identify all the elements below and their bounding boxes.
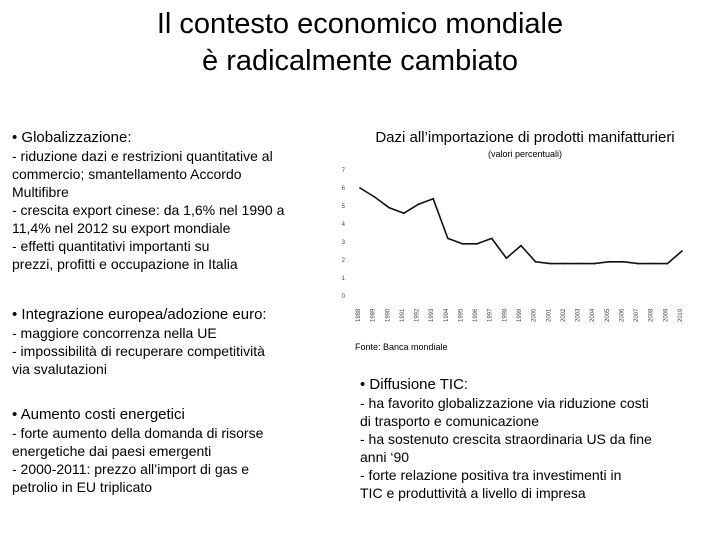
globalization-line: 11,4% nel 2012 su export mondiale bbox=[12, 220, 231, 236]
x-tick-label: 2000 bbox=[531, 308, 538, 322]
x-tick-label: 2004 bbox=[590, 308, 597, 322]
data-point bbox=[564, 263, 566, 265]
energy-costs-line: petrolio in EU triplicato bbox=[12, 479, 153, 495]
energy-costs-line: energetiche dai paesi emergenti bbox=[12, 443, 212, 459]
x-tick-label: 2005 bbox=[604, 308, 611, 322]
data-point bbox=[608, 261, 610, 263]
data-point bbox=[447, 238, 449, 240]
globalization-line: - riduzione dazi e restrizioni quantitative al bbox=[12, 148, 273, 164]
data-point bbox=[579, 263, 581, 265]
energy-costs-line: - 2000-2011: prezzo all’import di gas e bbox=[12, 461, 250, 477]
y-tick-label: 4 bbox=[341, 222, 345, 228]
globalization-line: prezzi, profitti e occupazione in Italia bbox=[12, 256, 238, 272]
x-tick-label: 1994 bbox=[443, 308, 450, 322]
data-point bbox=[418, 203, 420, 205]
globalization-heading: • Globalizzazione: bbox=[12, 129, 132, 146]
y-tick-label: 5 bbox=[341, 204, 345, 210]
data-point bbox=[623, 261, 625, 263]
x-tick-label: 1998 bbox=[502, 308, 509, 322]
series-line bbox=[360, 188, 682, 264]
chart-title: Dazi all’importazione di prodotti manifatturieri bbox=[375, 129, 675, 146]
x-tick-label: 1995 bbox=[458, 308, 465, 322]
data-point bbox=[681, 250, 683, 252]
globalization-line: - crescita export cinese: da 1,6% nel 1990 a bbox=[12, 202, 285, 218]
data-point bbox=[505, 257, 507, 259]
ict-line: di trasporto e comunicazione bbox=[360, 413, 539, 429]
x-tick-label: 2006 bbox=[619, 308, 626, 322]
data-point bbox=[535, 261, 537, 263]
x-tick-label: 1999 bbox=[517, 308, 523, 322]
globalization-line: Multifibre bbox=[12, 184, 69, 200]
data-point bbox=[403, 212, 405, 214]
eu-integration-block bbox=[12, 305, 337, 378]
ict-line: - ha favorito globalizzazione via riduzione costi bbox=[360, 395, 649, 411]
ict-heading: • Diffusione TIC: bbox=[360, 376, 469, 393]
data-point bbox=[374, 196, 376, 198]
data-point bbox=[388, 207, 390, 209]
energy-costs-block bbox=[12, 405, 337, 496]
data-point bbox=[432, 198, 434, 200]
x-tick-label: 1991 bbox=[399, 308, 406, 322]
energy-costs-line: - forte aumento della domanda di risorse bbox=[12, 425, 264, 441]
slide-title bbox=[0, 6, 720, 80]
y-tick-label: 2 bbox=[341, 258, 345, 264]
data-point bbox=[652, 263, 654, 265]
x-tick-label: 1993 bbox=[429, 308, 436, 322]
globalization-line: commercio; smantellamento Accordo bbox=[12, 166, 242, 182]
tariff-line-chart bbox=[335, 160, 695, 340]
x-tick-label: 2001 bbox=[546, 308, 553, 322]
x-tick-label: 2009 bbox=[663, 308, 670, 322]
data-point bbox=[549, 263, 551, 265]
data-point bbox=[462, 243, 464, 245]
x-tick-label: 1997 bbox=[487, 308, 494, 322]
x-tick-label: 2008 bbox=[648, 308, 655, 322]
x-tick-label: 2003 bbox=[575, 308, 582, 322]
y-tick-label: 3 bbox=[341, 240, 345, 246]
x-tick-label: 1992 bbox=[414, 308, 421, 322]
data-point bbox=[637, 263, 639, 265]
y-tick-label: 7 bbox=[341, 168, 345, 174]
y-tick-label: 0 bbox=[341, 294, 345, 300]
ict-line: - forte relazione positiva tra investimenti in bbox=[360, 467, 622, 483]
x-tick-label: 1996 bbox=[473, 308, 480, 322]
ict-line: - ha sostenuto crescita straordinaria US da fine bbox=[360, 431, 652, 447]
x-tick-label: 2002 bbox=[560, 308, 567, 322]
x-tick-label: 2010 bbox=[678, 308, 684, 322]
energy-costs-heading: • Aumento costi energetici bbox=[12, 406, 185, 423]
data-point bbox=[520, 245, 522, 247]
chart-source: Fonte: Banca mondiale bbox=[355, 342, 448, 352]
eu-integration-line: - impossibilità di recuperare competitività bbox=[12, 343, 265, 359]
y-tick-label: 6 bbox=[341, 186, 345, 192]
title-line-1: Il contesto economico mondiale bbox=[156, 8, 564, 40]
globalization-line: - effetti quantitativi importanti su bbox=[12, 238, 210, 254]
ict-line: anni ‘90 bbox=[360, 449, 410, 465]
data-point bbox=[593, 263, 595, 265]
x-tick-label: 1989 bbox=[370, 308, 377, 322]
ict-block bbox=[360, 375, 710, 502]
ict-line: TIC e produttività a livello di impresa bbox=[360, 485, 586, 501]
x-tick-label: 1988 bbox=[356, 308, 362, 322]
data-point bbox=[666, 263, 668, 265]
x-tick-label: 2007 bbox=[634, 308, 641, 322]
data-point bbox=[476, 243, 478, 245]
data-point bbox=[359, 187, 361, 189]
x-tick-label: 1990 bbox=[385, 308, 392, 322]
eu-integration-heading: • Integrazione europea/adozione euro: bbox=[12, 306, 267, 323]
globalization-block bbox=[12, 128, 337, 273]
data-point bbox=[491, 238, 493, 240]
eu-integration-line: - maggiore concorrenza nella UE bbox=[12, 325, 217, 341]
title-line-2: è radicalmente cambiato bbox=[202, 45, 518, 77]
y-tick-label: 1 bbox=[341, 276, 345, 282]
chart-subtitle: (valori percentuali) bbox=[487, 149, 563, 159]
eu-integration-line: via svalutazioni bbox=[12, 361, 107, 377]
